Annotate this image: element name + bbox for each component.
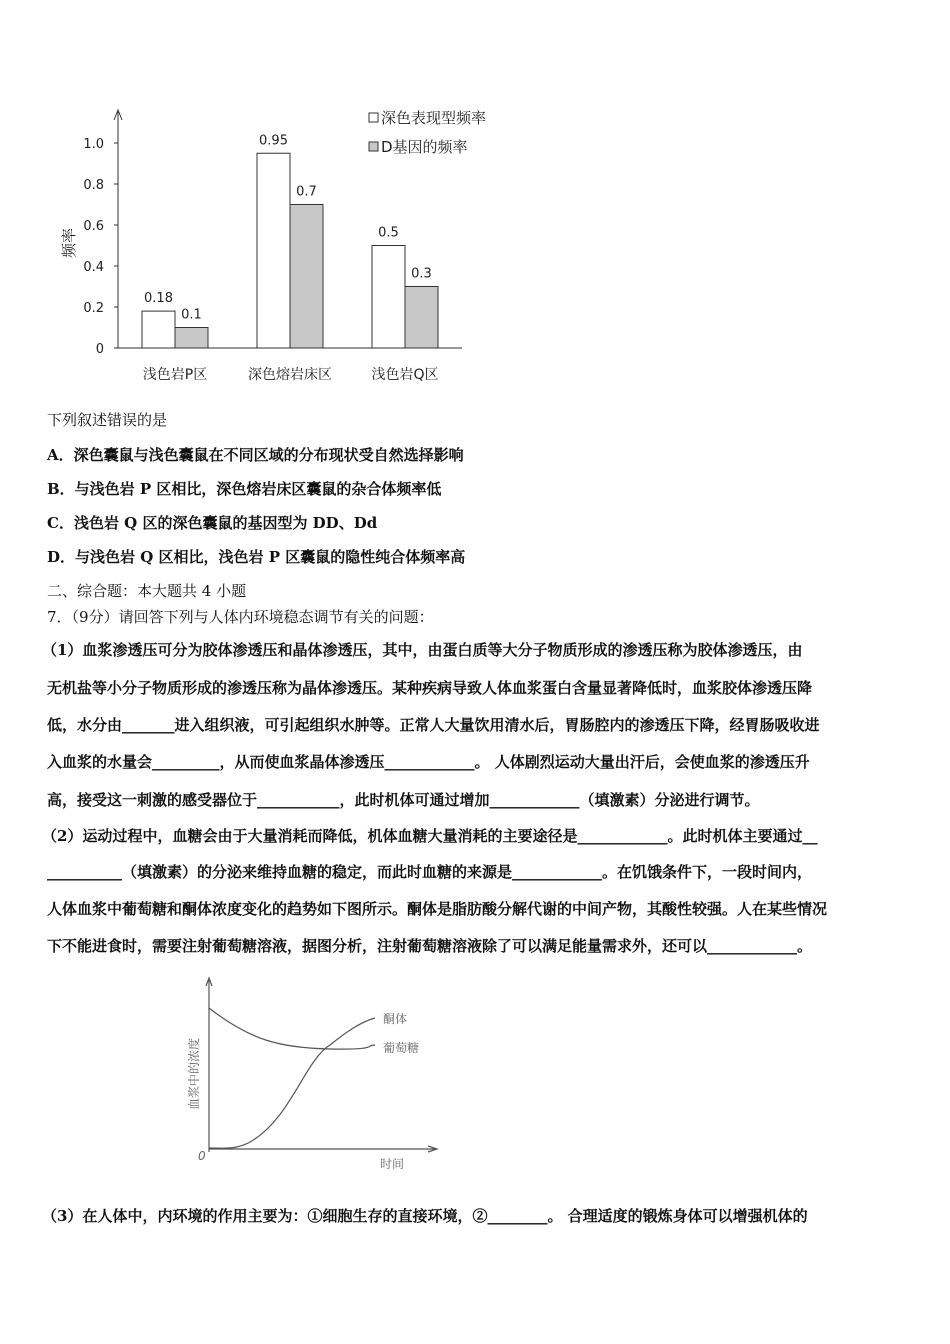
- category-label: 浅色岩P区: [142, 367, 208, 383]
- q7-line: （2）运动过程中，血糖会由于大量消耗而降低，机体血糖大量消耗的主要途径是____________。此时机体主要通过__: [42, 827, 818, 845]
- figure-origin: 0: [198, 1149, 206, 1163]
- bar-value-label: 0.5: [378, 225, 399, 241]
- y-axis: [206, 978, 212, 1152]
- ketone-curve: [209, 1018, 375, 1148]
- y-axis-label: 频率: [60, 227, 78, 258]
- option-c: C．浅色岩 Q 区的深色囊鼠的基因型为 DD、Dd: [47, 514, 378, 532]
- bar: [175, 328, 208, 349]
- bar-value-label: 0.3: [411, 266, 432, 282]
- ketone-glucose-figure: [180, 970, 460, 1180]
- q7-title: 7．（9分）请回答下列与人体内环境稳态调节有关的问题：: [47, 608, 434, 626]
- option-b: B．与浅色岩 P 区相比，深色熔岩床区囊鼠的杂合体频率低: [47, 480, 442, 498]
- y-tick-label: 0.6: [83, 219, 104, 234]
- figure-xlabel: 时间: [380, 1157, 405, 1171]
- bar-value-label: 0.18: [144, 291, 173, 307]
- ketone-label: 酮体: [383, 1012, 408, 1026]
- option-d: D．与浅色岩 Q 区相比，浅色岩 P 区囊鼠的隐性纯合体频率高: [47, 548, 466, 566]
- question-stem: 下列叙述错误的是: [47, 411, 168, 429]
- bar-value-label: 0.1: [181, 307, 202, 323]
- legend-swatch: [369, 113, 378, 122]
- q7-line: 人体血浆中葡萄糖和酮体浓度变化的趋势如下图所示。酮体是脂肪酸分解代谢的中间产物，其酸性较强。人在某些情况: [47, 900, 828, 918]
- q7-part3: （3）在人体中，内环境的作用主要为：①细胞生存的直接环境，②________。 合理适度的锻炼身体可以增强机体的: [42, 1207, 808, 1225]
- category-label: 浅色岩Q区: [371, 367, 439, 383]
- category-label: 深色熔岩床区: [248, 367, 332, 383]
- y-tick-label: 0.4: [83, 260, 104, 275]
- y-tick-label: 0.8: [83, 178, 104, 193]
- option-a: A．深色囊鼠与浅色囊鼠在不同区域的分布现状受自然选择影响: [47, 446, 464, 464]
- y-tick-label: 1.0: [83, 137, 104, 152]
- bar: [142, 311, 175, 348]
- figure-ylabel: 血浆中的浓度: [187, 1037, 201, 1110]
- q7-line: __________（填激素）的分泌来维持血糖的稳定，而此时血糖的来源是____________。在饥饿条件下，一段时间内，: [47, 863, 813, 881]
- q7-line: 入血浆的水量会_________，从而使血浆晶体渗透压____________。 人体剧烈运动大量出汗后，会使血浆的渗透压升: [47, 753, 810, 771]
- glucose-label: 葡萄糖: [383, 1041, 420, 1055]
- q7-line: （1）血浆渗透压可分为胶体渗透压和晶体渗透压，其中，由蛋白质等大分子物质形成的渗透压称为胶体渗透压，由: [42, 641, 803, 659]
- y-axis: [114, 110, 122, 348]
- x-axis: [209, 1146, 437, 1152]
- bar: [372, 246, 405, 349]
- legend-label: 深色表现型频率: [381, 109, 487, 127]
- q7-line: 无机盐等小分子物质形成的渗透压称为晶体渗透压。某种疾病导致人体血浆蛋白含量显著降低时，血浆胶体渗透压降: [47, 679, 813, 697]
- bar: [405, 287, 438, 349]
- glucose-curve: [209, 1008, 375, 1049]
- bar-chart: [0, 0, 950, 400]
- bar-value-label: 0.95: [259, 133, 288, 149]
- y-tick-label: 0.2: [83, 301, 104, 316]
- bar: [290, 205, 323, 349]
- q7-line: 下不能进食时，需要注射葡萄糖溶液，据图分析，注射葡萄糖溶液除了可以满足能量需求外，还可以____________。: [47, 937, 813, 955]
- bar: [257, 153, 290, 348]
- bar-value-label: 0.7: [296, 184, 317, 200]
- q7-line: 高，接受这一刺激的感受器位于___________，此时机体可通过增加____________（填激素）分泌进行调节。: [47, 791, 760, 809]
- section-heading: 二、综合题：本大题共 4 小题: [47, 582, 247, 600]
- legend-label: D基因的频率: [381, 138, 468, 156]
- legend-swatch: [369, 142, 378, 151]
- y-tick-label: 0: [95, 342, 104, 357]
- q7-line: 低，水分由_______进入组织液，可引起组织水肿等。正常人大量饮用清水后，胃肠腔内的渗透压下降，经胃肠吸收进: [47, 716, 820, 734]
